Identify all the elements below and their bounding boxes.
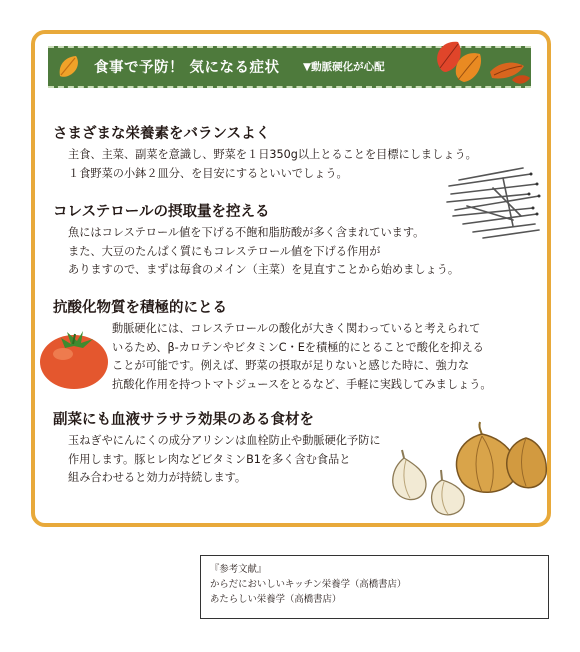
- body-line: １食野菜の小鉢２皿分、を目安にするといいでしょう。: [68, 166, 348, 180]
- header-banner: [48, 46, 531, 88]
- dried-fish-illustration: [443, 166, 543, 244]
- body-line: 主食、主菜、副菜を意識し、野菜を１日350g以上とることを目標にしましょう。: [68, 148, 477, 161]
- autumn-leaves-illustration: [428, 34, 538, 94]
- section-body-side-dish: [68, 432, 381, 488]
- reference-item: からだにおいしいキッチン栄養学（高橋書店）: [210, 579, 407, 590]
- tomato-illustration: [37, 324, 111, 392]
- body-line: いるため、β-カロテンやビタミンC・Eを積極的にとることで酸化を抑える: [112, 340, 484, 354]
- onion-garlic-illustration: [378, 420, 548, 520]
- section-title-balance: さまざまな栄養素をバランスよく: [53, 126, 271, 142]
- body-line: 組み合わせると効力が持続します。: [68, 471, 247, 484]
- section-body-balance: [68, 146, 477, 183]
- leaf-icon: [56, 54, 84, 80]
- body-line: 作用します。豚ヒレ肉などビタミンB1を多く含む食品と: [68, 452, 351, 466]
- body-line: ことが可能です。例えば、野菜の摂取が足りないと感じた時に、強力な: [112, 359, 470, 372]
- section-title-side-dish: 副菜にも血液サラサラ効果のある食材を: [53, 412, 314, 428]
- reference-item: あたらしい栄養学（高橋書店）: [210, 594, 342, 605]
- body-line: 動脈硬化には、コレステロールの酸化が大きく関わっていると考えられて: [112, 322, 481, 335]
- body-line: 抗酸化作用を持つトマトジュースをとるなど、手軽に実践してみましょう。: [112, 377, 492, 391]
- banner-subtitle: ▼動脈硬化が心配: [303, 61, 385, 73]
- references-box: [200, 555, 549, 619]
- section-title-cholesterol: コレステロールの摂取量を控える: [53, 204, 270, 220]
- article-card: [31, 30, 551, 527]
- body-line: 玉ねぎやにんにくの成分アリシンは血栓防止や動脈硬化予防に: [68, 434, 381, 447]
- section-body-cholesterol: [68, 224, 459, 280]
- section-body-antioxidant: [112, 320, 492, 394]
- body-line: ありますので、まずは毎食のメイン（主菜）を見直すことから始めましょう。: [68, 263, 460, 276]
- banner-title: 食事で予防！ 気になる症状: [94, 60, 280, 76]
- section-title-antioxidant: 抗酸化物質を積極的にとる: [53, 300, 227, 316]
- body-line: 魚にはコレステロール値を下げる不飽和脂肪酸が多く含まれています。: [68, 226, 425, 239]
- references-heading: 『参考文献』: [210, 564, 267, 575]
- body-line: また、大豆のたんぱく質にもコレステロール値を下げる作用が: [68, 244, 381, 258]
